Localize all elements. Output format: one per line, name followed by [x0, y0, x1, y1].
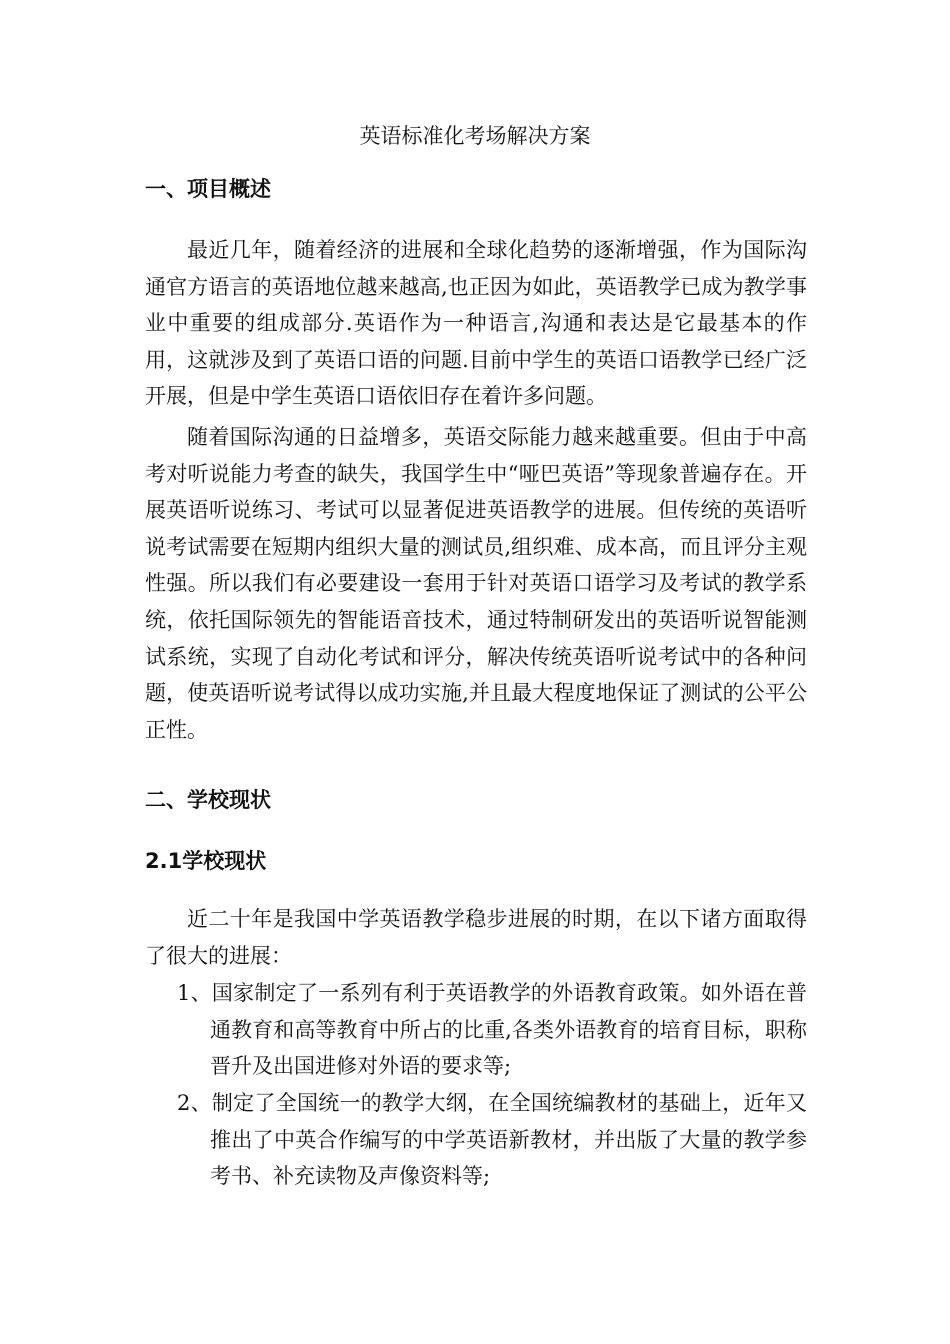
section-heading-overview: 一、项目概述 [145, 177, 271, 201]
list-item-number: 2、 [177, 1091, 212, 1115]
list-item-text: 制定了全国统一的教学大纲，在全国统编教材的基础上，近年又推出了中英合作编写的中学英语新教材，并出版了大量的教学参考书、补充读物及声像资料等; [210, 1091, 807, 1188]
document-title: 英语标准化考场解决方案 [359, 124, 591, 148]
school-status-paragraph: 近二十年是我国中学英语教学稳步进展的时期，在以下诸方面取得了很大的进展： [145, 907, 807, 968]
list-item-1 [177, 975, 807, 1085]
subsection-heading-school-status: 2.1学校现状 [145, 849, 267, 873]
overview-paragraph-1: 最近几年，随着经济的进展和全球化趋势的逐渐增强，作为国际沟通官方语言的英语地位越来越高,也正因为如此，英语教学已成为教学事业中重要的组成部分.英语作为一种语言,沟通和表达是它最基本的作用，这就涉及到了英语口语的问题.目前中学生的英语口语教学已经广泛开展，但是中学生英语口语依旧存在着许多问题。 [145, 238, 807, 409]
list-item-number: 1、 [177, 981, 212, 1005]
list-item-text: 国家制定了一系列有利于英语教学的外语教育政策。如外语在普通教育和高等教育中所占的比重,各类外语教育的培育目标，职称晋升及出国进修对外语的要求等; [210, 981, 807, 1078]
overview-paragraph-2: 随着国际沟通的日益增多，英语交际能力越来越重要。但由于中高考对听说能力考查的缺失，我国学生中“哑巴英语”等现象普遍存在。开展英语听说练习、考试可以显著促进英语教学的进展。但传统的英语听说考试需要在短期内组织大量的测试员,组织难、成本高，而且评分主观性强。所以我们有必要建设一套用于针对英语口语学习及考试的教学系统，依托国际领先的智能语音技术，通过特制研发出的英语听说智能测试系统，实现了自动化考试和评分，解决传统英语听说考试中的各种问题，使英语听说考试得以成功实施,并且最大程度地保证了测试的公平公正性。 [145, 425, 807, 742]
list-item-2 [177, 1085, 807, 1195]
section-heading-school-status: 二、学校现状 [145, 788, 271, 812]
